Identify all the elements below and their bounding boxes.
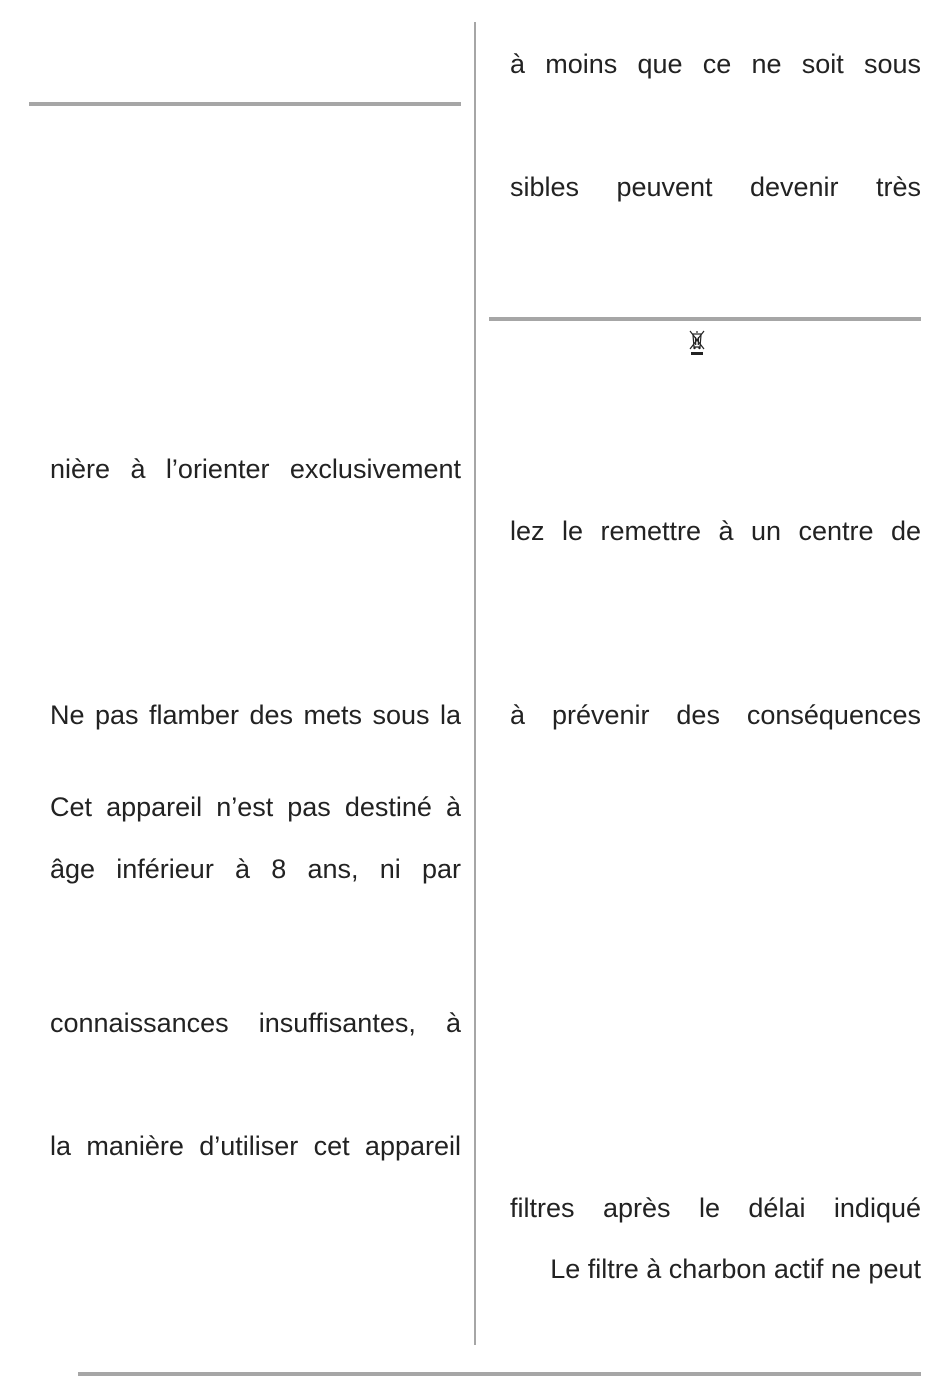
left-text-line: Cet appareil n’est pas destiné à — [50, 792, 461, 822]
column-divider — [474, 22, 476, 1345]
crossed-out-wheelie-bin-icon — [687, 328, 707, 358]
left-text-line: âge inférieur à 8 ans, ni par — [50, 854, 461, 884]
left-text-line: la manière d’utiliser cet appareil — [50, 1131, 461, 1161]
left-text-line: Ne pas flamber des mets sous la — [50, 700, 461, 730]
left-section-rule — [29, 102, 461, 106]
left-text-line: nière à l’orienter exclusivement — [50, 454, 461, 484]
right-text-line: à prévenir des conséquences — [510, 700, 921, 730]
right-text-line: sibles peuvent devenir très — [510, 172, 921, 202]
left-text-line: connaissances insuffisantes, à — [50, 1008, 461, 1038]
right-text-line: lez le remettre à un centre de — [510, 516, 921, 546]
right-text-line: filtres après le délai indiqué — [510, 1193, 921, 1223]
footer-rule — [78, 1372, 921, 1376]
right-text-line: Le filtre à charbon actif ne peut — [550, 1254, 921, 1284]
right-section-rule — [489, 317, 921, 321]
right-text-line: à moins que ce ne soit sous — [510, 49, 921, 79]
